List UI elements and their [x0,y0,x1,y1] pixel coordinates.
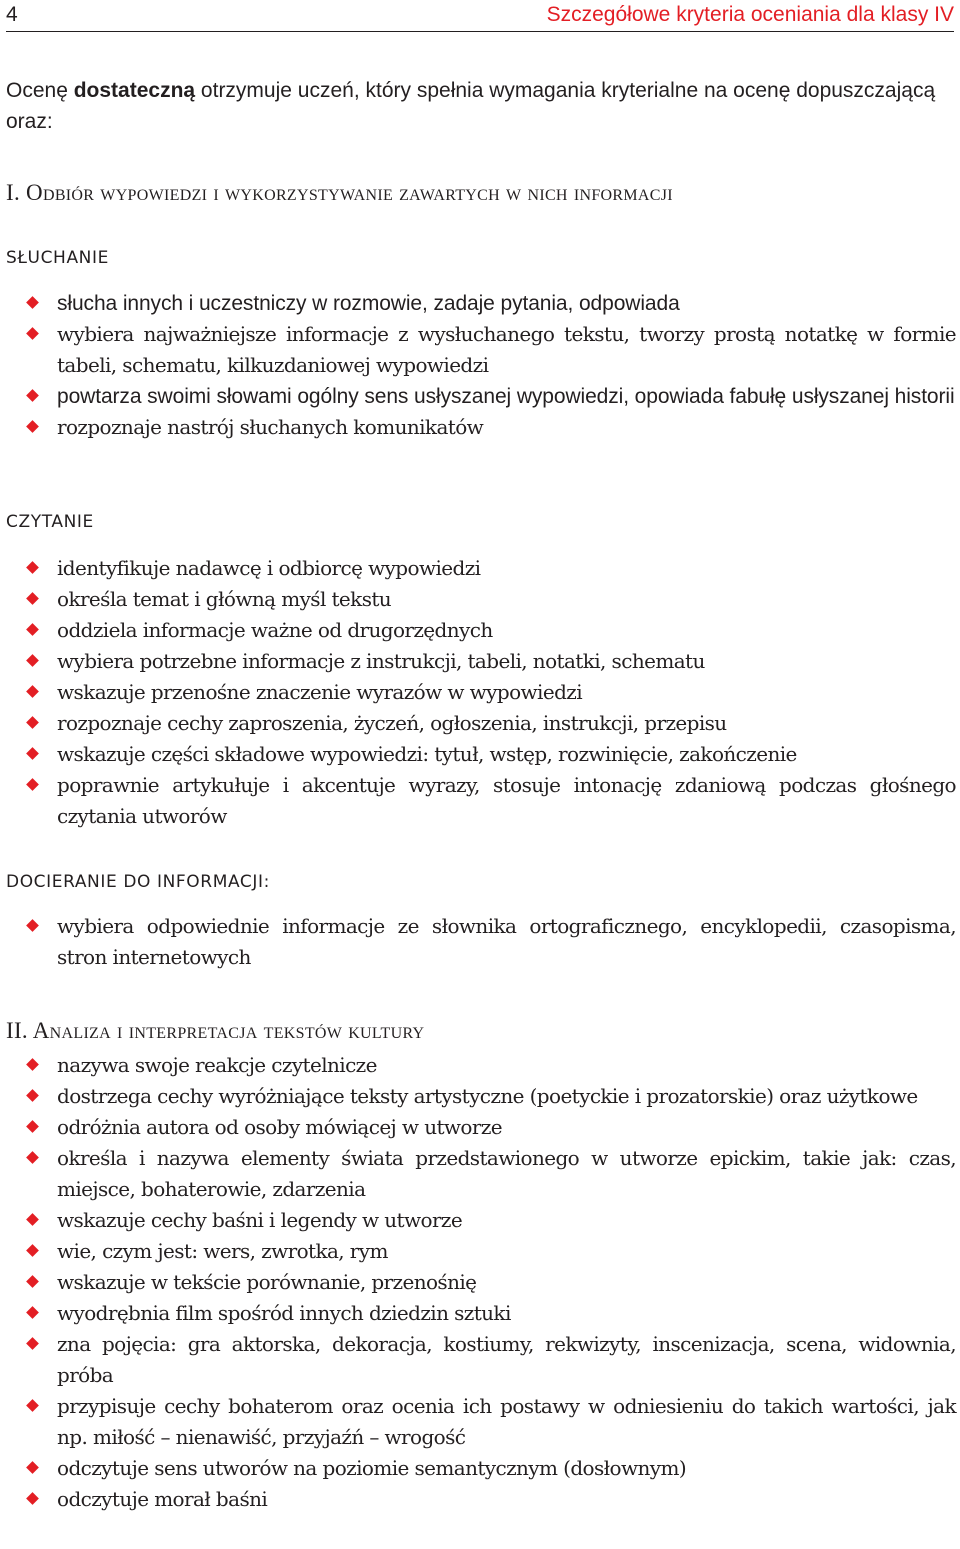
diamond-bullet-icon [26,1120,39,1133]
list-item [0,1205,960,1236]
subheading-sluchanie: SŁUCHANIE [6,248,109,268]
diamond-bullet-icon [26,420,39,433]
list-item-text: słucha innych i uczestniczy w rozmowie, zadaje pytania, odpowiada [57,292,680,315]
page-number: 4 [6,3,18,26]
list-item [0,1453,960,1484]
list-item [0,553,960,584]
list-item [0,412,960,443]
list-item-text: przypisuje cechy bohaterom oraz ocenia ich postawy w odniesieniu do takich wartości, jak np. miłość – nienawiść, przyjaźń – wrogość [57,1394,956,1449]
subheading-czytanie: CZYTANIE [6,512,94,532]
section-2-title: II. Analiza i interpretacja tekstów kultury [6,1018,425,1043]
list-item-text: wskazuje cechy baśni i legendy w utworze [57,1208,463,1232]
diamond-bullet-icon [26,592,39,605]
list-item [0,615,960,646]
list-item [0,708,960,739]
grade-name: dostateczną [73,79,196,102]
list-item-text: rozpoznaje cechy zaproszenia, życzeń, ogłoszenia, instrukcji, przepisu [57,711,727,735]
list-item [0,1391,960,1453]
list-item [0,1484,960,1515]
list-item [0,381,960,412]
diamond-bullet-icon [26,747,39,760]
list-docieranie [0,911,960,973]
list-analiza [0,1050,960,1515]
list-item [0,1112,960,1143]
list-item [0,288,960,319]
section-1-title: I. Odbiór wypowiedzi i wykorzystywanie zawartych w nich informacji [6,180,673,205]
diamond-bullet-icon [26,1089,39,1102]
diamond-bullet-icon [26,1306,39,1319]
diamond-bullet-icon [26,296,39,309]
diamond-bullet-icon [26,1275,39,1288]
intro-text-start: Ocenę [6,79,74,102]
list-item-text: wybiera odpowiednie informacje ze słownika ortograficznego, encyklopedii, czasopisma, stron internetowych [57,914,956,969]
list-item-text: odczytuje morał baśni [57,1487,268,1511]
list-item [0,1236,960,1267]
diamond-bullet-icon [26,1461,39,1474]
list-item [0,1298,960,1329]
list-item [0,677,960,708]
diamond-bullet-icon [26,389,39,402]
list-item-text: odczytuje sens utworów na poziomie semantycznym (dosłownym) [57,1456,687,1480]
diamond-bullet-icon [26,685,39,698]
list-item [0,770,960,832]
diamond-bullet-icon [26,327,39,340]
list-item [0,1267,960,1298]
diamond-bullet-icon [26,778,39,791]
subheading-docieranie: DOCIERANIE DO INFORMACJI: [6,872,270,892]
list-item-text: wskazuje w tekście porównanie, przenośnię [57,1270,477,1294]
list-item [0,1050,960,1081]
diamond-bullet-icon [26,1244,39,1257]
list-item [0,911,960,973]
list-item-text: wybiera potrzebne informacje z instrukcji, tabeli, notatki, schematu [57,649,705,673]
list-item-text: oddziela informacje ważne od drugorzędnych [57,618,493,642]
diamond-bullet-icon [26,1492,39,1505]
diamond-bullet-icon [26,716,39,729]
list-item-text: poprawnie artykułuje i akcentuje wyrazy, stosuje intonację zdaniową podczas głośnego czytania utworów [57,773,956,828]
diamond-bullet-icon [26,1213,39,1226]
diamond-bullet-icon [26,919,39,932]
intro-text-end: otrzymuje uczeń, który spełnia wymagania kryterialne na ocenę dopuszczającą oraz: [6,79,936,133]
list-item-text: zna pojęcia: gra aktorska, dekoracja, kostiumy, rekwizyty, inscenizacja, scena, widownia, próba [57,1332,956,1387]
diamond-bullet-icon [26,654,39,667]
list-czytanie [0,553,960,832]
list-item-text: powtarza swoimi słowami ogólny sens usłyszanej wypowiedzi, opowiada fabułę usłyszanej historii [57,385,955,408]
list-item [0,319,960,381]
page-header [6,0,954,32]
list-item-text: rozpoznaje nastrój słuchanych komunikatów [57,415,484,439]
list-item [0,739,960,770]
list-item [0,1143,960,1205]
list-item-text: dostrzega cechy wyróżniające teksty artystyczne (poetyckie i prozatorskie) oraz użytkowe [57,1084,918,1108]
list-item-text: wskazuje przenośne znaczenie wyrazów w wypowiedzi [57,680,583,704]
list-item [0,1329,960,1391]
list-item-text: wyodrębnia film spośród innych dziedzin sztuki [57,1301,511,1325]
diamond-bullet-icon [26,1399,39,1412]
list-item-text: identyfikuje nadawcę i odbiorcę wypowiedzi [57,556,481,580]
diamond-bullet-icon [26,561,39,574]
list-item-text: określa temat i główną myśl tekstu [57,587,392,611]
running-title: Szczegółowe kryteria oceniania dla klasy IV [546,3,954,26]
diamond-bullet-icon [26,623,39,636]
list-item-text: odróżnia autora od osoby mówiącej w utworze [57,1115,503,1139]
diamond-bullet-icon [26,1151,39,1164]
list-sluchanie [0,288,960,443]
diamond-bullet-icon [26,1058,39,1071]
list-item-text: wie, czym jest: wers, zwrotka, rym [57,1239,388,1263]
list-item-text: wybiera najważniejsze informacje z wysłuchanego tekstu, tworzy prostą notatkę w formie tabeli, schematu, kilkuzdaniowej wypowiedzi [57,322,956,377]
list-item-text: nazywa swoje reakcje czytelnicze [57,1053,377,1077]
intro-paragraph [6,75,956,137]
list-item-text: określa i nazywa elementy świata przedstawionego w utworze epickim, takie jak: czas, miejsce, bohaterowie, zdarzenia [57,1146,956,1201]
list-item [0,646,960,677]
list-item-text: wskazuje części składowe wypowiedzi: tytuł, wstęp, rozwinięcie, zakończenie [57,742,797,766]
diamond-bullet-icon [26,1337,39,1350]
list-item [0,584,960,615]
list-item [0,1081,960,1112]
